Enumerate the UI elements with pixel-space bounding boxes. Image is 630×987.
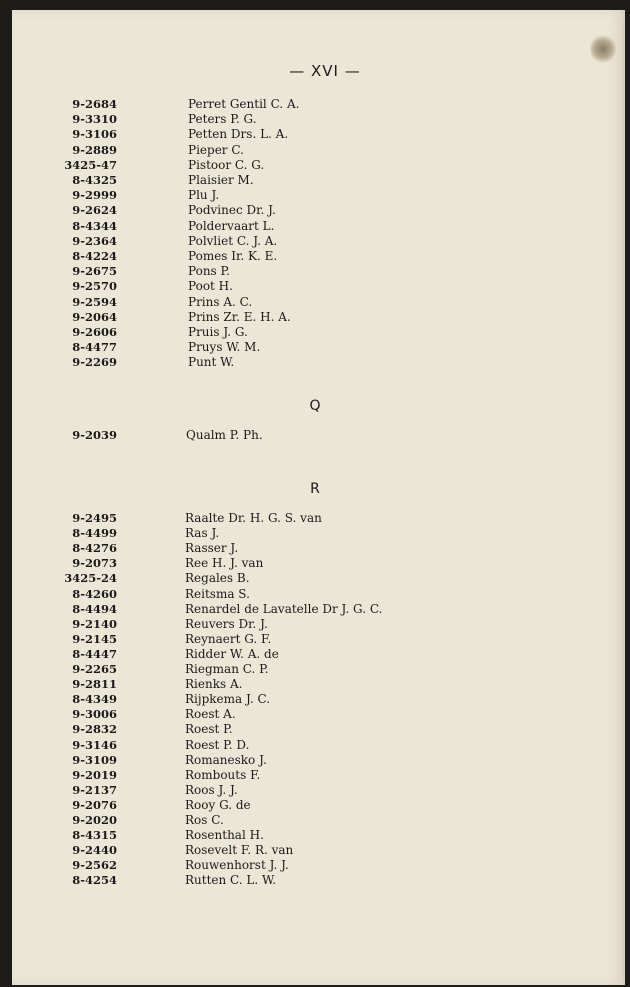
directory-entry (0, 97, 600, 112)
directory-entry (0, 173, 600, 188)
directory-entry (0, 158, 600, 173)
phone-number: 9-2039 (72, 428, 117, 442)
directory-entry (0, 647, 600, 662)
directory-entry (0, 428, 600, 443)
person-name: Qualm P. Ph. (186, 428, 263, 442)
phone-number: 8-4325 (72, 173, 117, 187)
phone-number: 9-2265 (72, 662, 117, 676)
phone-number: 9-2440 (72, 843, 117, 858)
person-name: Reuvers Dr. J. (185, 616, 268, 631)
phone-number: 8-4477 (72, 340, 117, 355)
phone-number: 9-2811 (72, 677, 117, 692)
person-name: Rasser J. (185, 541, 239, 556)
phone-number: 8-4447 (72, 646, 117, 661)
directory-entry (0, 707, 600, 722)
person-name: Petten Drs. L. A. (188, 127, 289, 142)
directory-entry (0, 234, 600, 249)
phone-number: 9-2020 (72, 813, 117, 827)
person-name: Podvinec Dr. J. (188, 203, 276, 218)
person-name: Rienks A. (185, 677, 243, 692)
phone-number: 9-3310 (72, 112, 117, 127)
phone-number: 9-2076 (72, 797, 117, 812)
directory-entry (0, 355, 600, 370)
directory-entry (0, 677, 600, 692)
person-name: Pieper C. (188, 142, 244, 157)
phone-number: 8-4260 (72, 586, 117, 601)
directory-entry (0, 295, 600, 310)
person-name: Roest A. (185, 707, 236, 722)
section-letter-q: Q (309, 398, 321, 414)
person-name: Romanesko J. (185, 752, 267, 767)
person-name: Roos J. J. (185, 782, 238, 797)
person-name: Rooy G. de (185, 797, 251, 812)
person-name: Ree H. J. van (185, 556, 264, 571)
person-name: Poot H. (188, 279, 233, 294)
directory-entry (0, 541, 600, 556)
phone-number: 9-3109 (72, 752, 117, 767)
phone-number: 9-2606 (72, 325, 117, 339)
person-name: Pomes Ir. K. E. (188, 249, 278, 263)
phone-number: 8-4315 (72, 828, 117, 843)
directory-entry (0, 602, 600, 617)
directory-entry (0, 340, 600, 355)
phone-number: 9-2364 (72, 233, 117, 248)
phone-number: 9-2019 (72, 767, 117, 782)
directory-entry (0, 556, 600, 571)
directory-entry (0, 526, 600, 541)
person-name: Roest P. (185, 722, 233, 737)
person-name: Rouwenhorst J. J. (185, 858, 289, 873)
person-name: Prins A. C. (188, 294, 253, 309)
directory-entry (0, 325, 600, 340)
phone-number: 9-2594 (72, 294, 117, 309)
directory-entry (0, 571, 600, 586)
phone-number: 9-2269 (72, 355, 117, 370)
directory-entry (0, 828, 600, 843)
phone-number: 9-2832 (72, 722, 117, 737)
phone-number: 8-4276 (72, 541, 117, 556)
directory-entry (0, 112, 600, 127)
directory-entry (0, 753, 600, 768)
phone-number: 9-2999 (72, 188, 117, 203)
phone-number: 3425-24 (64, 571, 117, 586)
section-letter-r: R (310, 481, 320, 497)
directory-entry (0, 511, 600, 526)
phone-number: 9-3006 (72, 707, 117, 722)
phone-number: 9-2675 (72, 264, 117, 279)
phone-number: 9-2137 (72, 782, 117, 797)
person-name: Rijpkema J. C. (185, 692, 271, 707)
phone-number: 9-2073 (72, 556, 117, 571)
person-name: Rosenthal H. (185, 828, 264, 843)
paper-stain (590, 34, 616, 64)
person-name: Ras J. (185, 526, 220, 541)
directory-entry (0, 143, 600, 158)
phone-number: 9-2140 (72, 616, 117, 631)
person-name: Regales B. (185, 571, 250, 586)
directory-entry (0, 722, 600, 737)
phone-number: 9-2889 (72, 142, 117, 157)
phone-number: 8-4254 (72, 873, 117, 888)
person-name: Riegman C. P. (185, 662, 269, 676)
person-name: Ros C. (185, 813, 224, 827)
directory-entry (0, 219, 600, 234)
directory-entry (0, 264, 600, 279)
person-name: Plu J. (188, 188, 220, 203)
directory-entry (0, 692, 600, 707)
directory-entry (0, 843, 600, 858)
phone-number: 9-3146 (72, 737, 117, 752)
directory-entry (0, 662, 600, 677)
directory-entry (0, 310, 600, 325)
person-name: Reitsma S. (185, 586, 250, 601)
person-name: Pruys W. M. (188, 340, 261, 355)
directory-entry (0, 858, 600, 873)
phone-number: 8-4349 (72, 692, 117, 707)
person-name: Pons P. (188, 264, 230, 279)
person-name: Punt W. (188, 355, 235, 370)
person-name: Pruis J. G. (188, 325, 248, 339)
person-name: Plaisier M. (188, 173, 254, 187)
directory-entry (0, 873, 600, 888)
page-number: — XVI — (289, 62, 361, 80)
phone-number: 9-3106 (72, 127, 117, 142)
phone-number: 9-2684 (72, 97, 117, 111)
person-name: Rutten C. L. W. (185, 873, 277, 888)
directory-entry (0, 617, 600, 632)
person-name: Ridder W. A. de (185, 646, 279, 661)
phone-number: 8-4499 (72, 526, 117, 541)
phone-number: 8-4344 (72, 218, 117, 233)
person-name: Peters P. G. (188, 112, 257, 127)
phone-number: 9-2495 (72, 511, 117, 525)
person-name: Rombouts F. (185, 767, 261, 782)
person-name: Prins Zr. E. H. A. (188, 309, 291, 324)
directory-entry (0, 279, 600, 294)
phone-number: 9-2064 (72, 309, 117, 324)
person-name: Reynaert G. F. (185, 631, 272, 646)
person-name: Poldervaart L. (188, 218, 275, 233)
phone-number: 8-4224 (72, 249, 117, 263)
person-name: Perret Gentil C. A. (188, 97, 300, 111)
directory-entry (0, 188, 600, 203)
directory-entry (0, 203, 600, 218)
phone-number: 9-2145 (72, 631, 117, 646)
phone-number: 3425-47 (64, 157, 117, 172)
directory-entry (0, 798, 600, 813)
person-name: Renardel de Lavatelle Dr J. G. C. (185, 601, 383, 616)
directory-entry (0, 813, 600, 828)
phone-number: 9-2624 (72, 203, 117, 218)
directory-entry (0, 127, 600, 142)
person-name: Rosevelt F. R. van (185, 843, 294, 858)
phone-number: 9-2570 (72, 279, 117, 294)
person-name: Raalte Dr. H. G. S. van (185, 511, 322, 525)
directory-entry (0, 783, 600, 798)
directory-entry (0, 738, 600, 753)
person-name: Polvliet C. J. A. (188, 233, 278, 248)
directory-entry (0, 249, 600, 264)
person-name: Pistoor C. G. (188, 157, 265, 172)
phone-number: 8-4494 (72, 601, 117, 616)
directory-entry (0, 587, 600, 602)
directory-entry (0, 768, 600, 783)
directory-entry (0, 632, 600, 647)
person-name: Roest P. D. (185, 737, 250, 752)
phone-number: 9-2562 (72, 858, 117, 873)
